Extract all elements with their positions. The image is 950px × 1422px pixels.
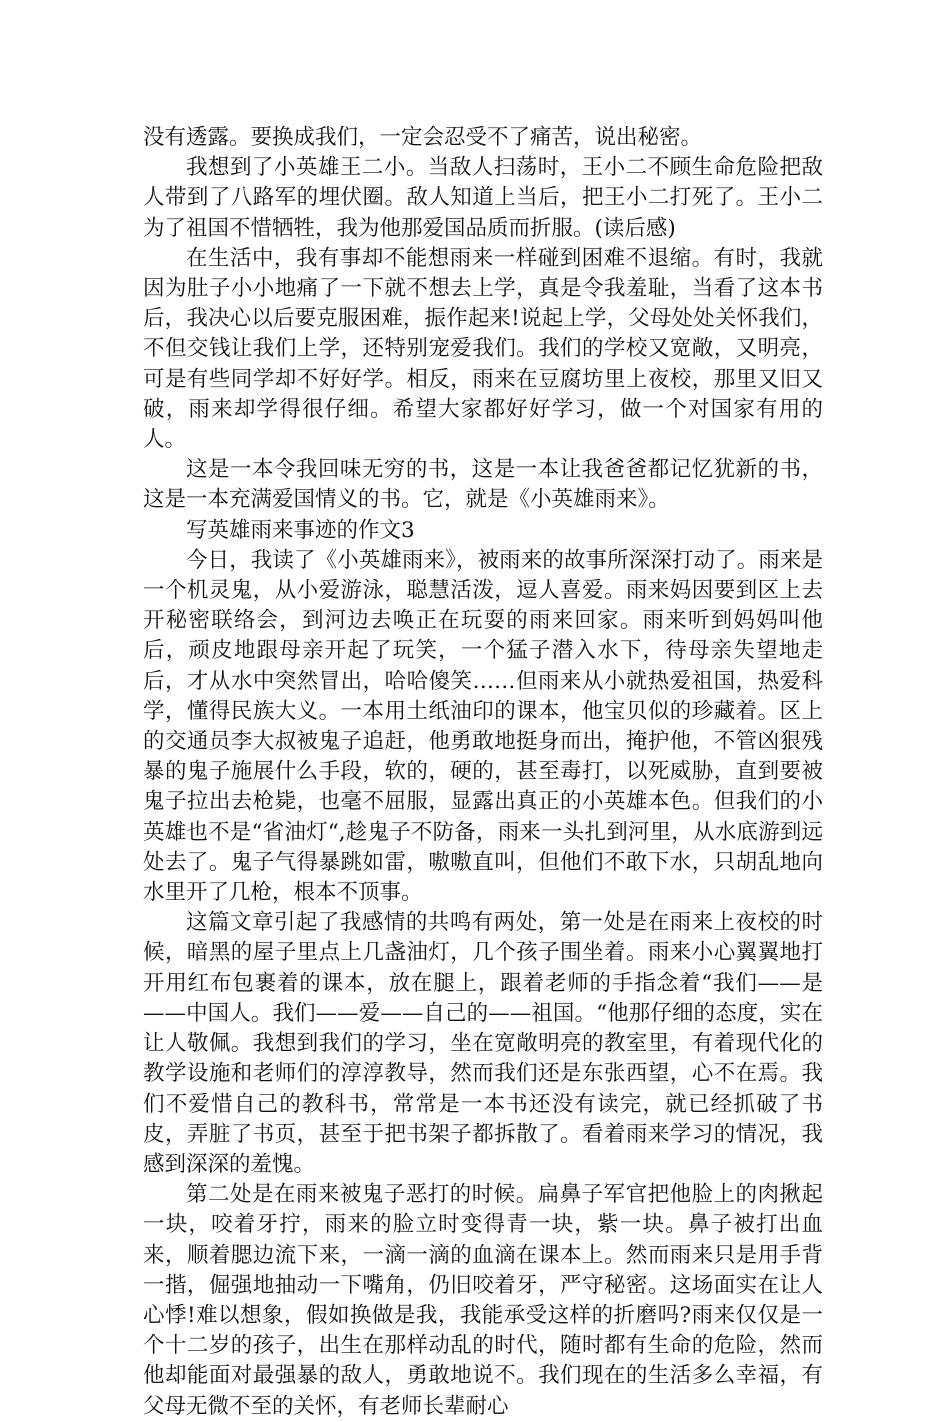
paragraph-1: 没有透露。要换成我们，一定会忍受不了痛苦，说出秘密。 xyxy=(143,125,703,150)
paragraph-7: 第二处是在雨来被鬼子恶打的时候。扁鼻子军官把他脸上的肉揪起一块，咬着牙拧，雨来的脸立时变得青一块，紫一块。鼻子被打出血来，顺着腮边流下来，一滴一滴的血滴在课本上。然而雨来只是用手背一揩，倔强地抽动一下嘴角，仍旧咬着牙，严守秘密。这场面实在让人心悸!难以想象，假如换做是我，我能承受这样的折磨吗?雨来仅仅是一个十二岁的孩子，出生在那样动乱的时代，随时都有生命的危险，然而他却能面对最强暴的敌人，勇敢地说不。我们现在的生活多么幸福，有父母无微不至的关怀，有老师长辈耐心 xyxy=(143,1182,823,1419)
section-heading: 写英雄雨来事迹的作文3 xyxy=(186,517,415,543)
paragraph-6: 这篇文章引起了我感情的共鸣有两处，第一处是在雨来上夜校的时候，暗黑的屋子里点上几盏油灯，几个孩子围坐着。雨来小心翼翼地打开用红布包裹着的课本，放在腿上，跟着老师的手指念着“我们——是——中国人。我们——爱——自己的——祖国。“他那仔细的态度，实在让人敬佩。我想到我们的学习，坐在宽敞明亮的教室里，有着现代化的教学设施和老师们的淳淳教导，然而我们还是东张西望，心不在焉。我们不爱惜自己的教科书，常常是一本书还没有读完，就已经抓破了书皮，弄脏了书页，甚至于把书架子都拆散了。看着雨来学习的情况，我感到深深的羞愧。 xyxy=(143,910,823,1177)
paragraph-3: 在生活中，我有事却不能想雨来一样碰到困难不退缩。有时，我就因为肚子小小地痛了一下就不想去上学，真是令我羞耻，当看了这本书后，我决心以后要克服困难，振作起来!说起上学，父母处处关怀我们，不但交钱让我们上学，还特别宠爱我们。我们的学校又宽敞，又明亮，可是有些同学却不好好学。相反，雨来在豆腐坊里上夜校，那里又旧又破，雨来却学得很仔细。希望大家都好好学习，做一个对国家有用的人。 xyxy=(143,245,823,453)
paragraph-5: 今日，我读了《小英雄雨来》，被雨来的故事所深深打动了。雨来是一个机灵鬼，从小爱游泳，聪慧活泼，逗人喜爱。雨来妈因要到区上去开秘密联络会，到河边去唤正在玩耍的雨来回家。雨来听到妈妈叫他后，顽皮地跟母亲开起了玩笑，一个猛子潜入水下，待母亲失望地走后，才从水中突然冒出，哈哈傻笑……但雨来从小就热爱祖国，热爱科学，懂得民族大义。一本用土纸油印的课本，他宝贝似的珍藏着。区上的交通员李大叔被鬼子追赶，他勇敢地挺身而出，掩护他，不管凶狠残暴的鬼子施展什么手段，软的，硬的，甚至毒打，以死威胁，直到要被鬼子拉出去枪毙，也毫不屈服，显露出真正的小英雄本色。但我们的小英雄也不是“省油灯“,趁鬼子不防备，雨来一头扎到河里，从水底游到远处去了。鬼子气得暴跳如雷，嗷嗷直叫，但他们不敢下水，只胡乱地向水里开了几枪，根本不顶事。 xyxy=(143,547,823,906)
document-page xyxy=(143,123,823,1422)
paragraph-2: 我想到了小英雄王二小。当敌人扫荡时，王小二不顾生命危险把敌人带到了八路军的埋伏圈。敌人知道上当后，把王小二打死了。王小二为了祖国不惜牺牲，我为他那爱国品质而折服。(读后感) xyxy=(143,155,823,241)
paragraph-4: 这是一本令我回味无穷的书，这是一本让我爸爸都记忆犹新的书，这是一本充满爱国情义的书。它，就是《小英雄雨来》。 xyxy=(143,457,823,513)
